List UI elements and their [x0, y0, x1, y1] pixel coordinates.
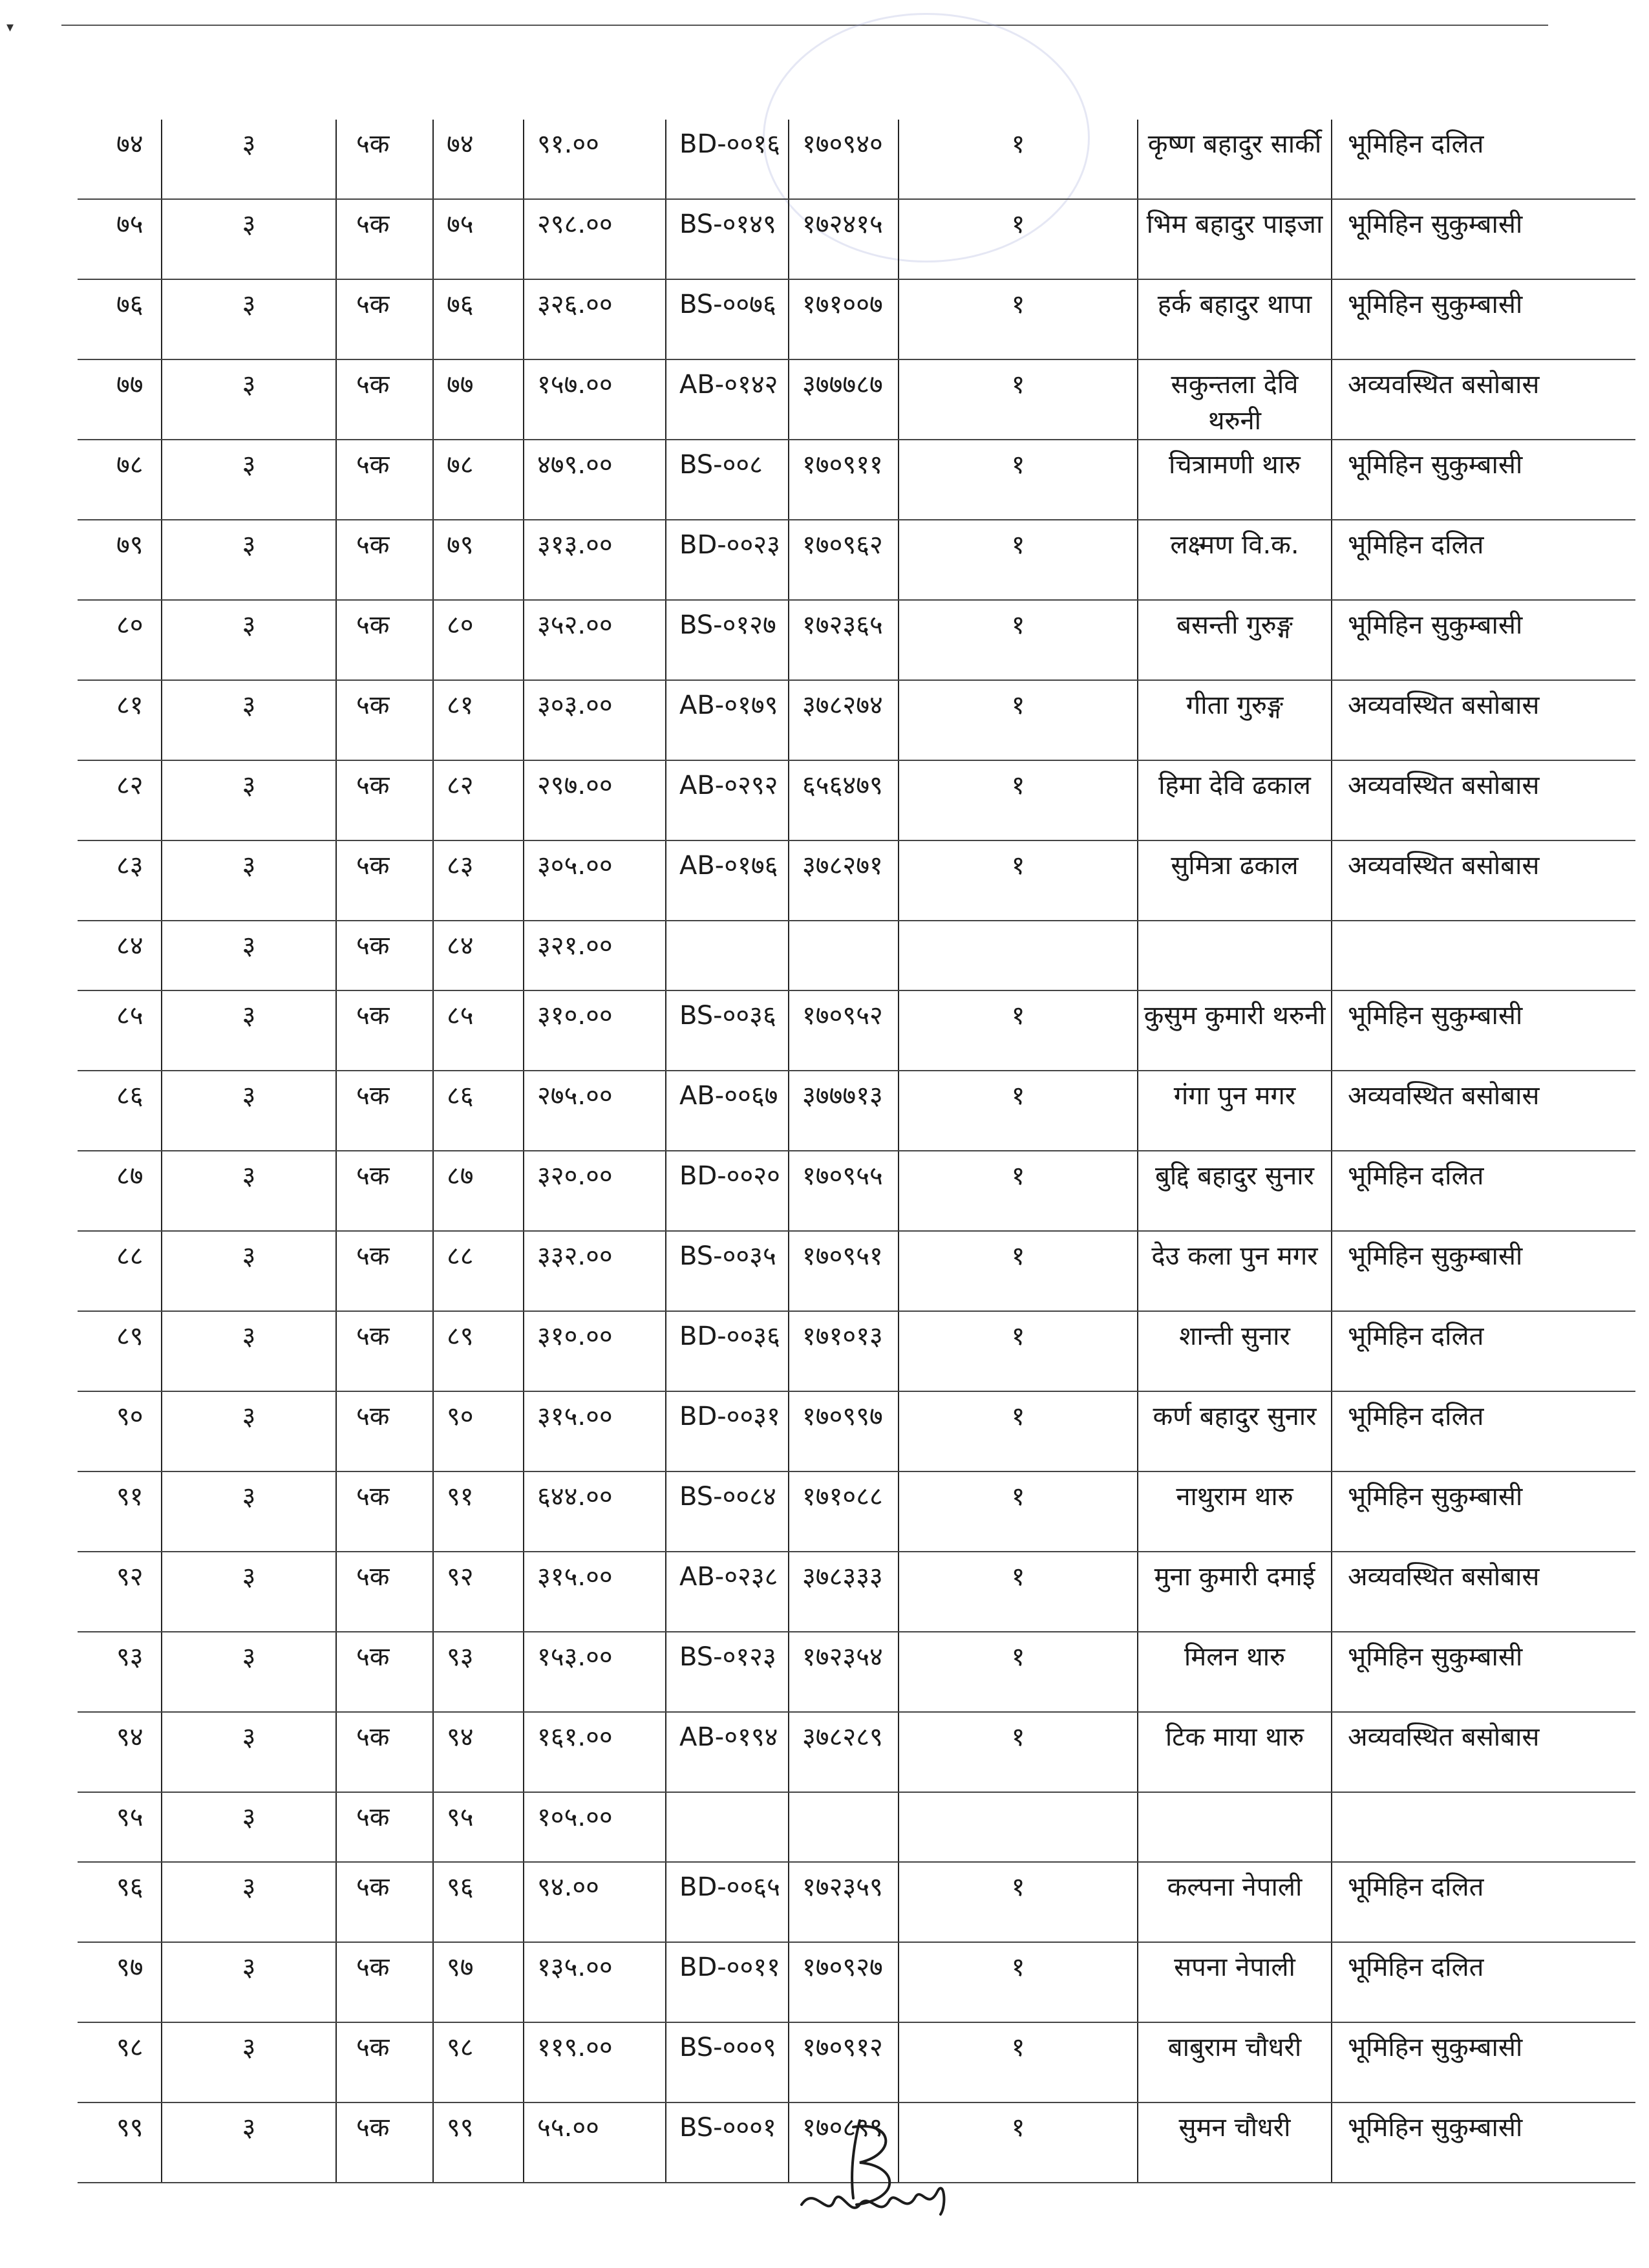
ward-number-cell: ३	[162, 440, 336, 520]
beneficiary-name-cell	[1138, 1792, 1332, 1862]
area-cell: १६१.००	[524, 1712, 666, 1792]
count-cell: १	[899, 990, 1138, 1071]
ward-number-cell: ३	[162, 1712, 336, 1792]
beneficiary-name-cell: गीता गुरुङ्ग	[1138, 680, 1332, 760]
land-allocation-table	[78, 120, 1635, 2183]
serial-number-cell: ८२	[78, 760, 162, 840]
plot-number-cell: ९२	[433, 1552, 524, 1632]
plot-number-cell: ८५	[433, 990, 524, 1071]
area-cell: ३१०.००	[524, 990, 666, 1071]
beneficiary-code-cell: BD-००३१	[666, 1391, 789, 1471]
area-cell: १०५.००	[524, 1792, 666, 1862]
map-sheet-cell: ५क	[336, 1862, 433, 1942]
table-row	[78, 1712, 1635, 1792]
plot-number-cell: ७९	[433, 520, 524, 600]
map-sheet-cell: ५क	[336, 1391, 433, 1471]
beneficiary-code-cell: BS-०००१	[666, 2102, 789, 2183]
record-id-cell: १७०९५२	[789, 990, 899, 1071]
category-cell: भूमिहिन सुकुम्बासी	[1332, 1632, 1635, 1712]
table-body	[78, 120, 1635, 2183]
serial-number-cell: ९८	[78, 2022, 162, 2102]
area-cell: ५५.००	[524, 2102, 666, 2183]
table-row	[78, 1942, 1635, 2022]
category-cell: भूमिहिन दलित	[1332, 1391, 1635, 1471]
table-row	[78, 1632, 1635, 1712]
beneficiary-code-cell: AB-०१९४	[666, 1712, 789, 1792]
category-cell: भूमिहिन सुकुम्बासी	[1332, 1231, 1635, 1311]
plot-number-cell: ८२	[433, 760, 524, 840]
record-id-cell: ३७८२७१	[789, 840, 899, 921]
category-cell: भूमिहिन दलित	[1332, 520, 1635, 600]
area-cell: ३०५.००	[524, 840, 666, 921]
plot-number-cell: ८८	[433, 1231, 524, 1311]
area-cell: १५७.००	[524, 359, 666, 440]
beneficiary-name-cell: गंगा पुन मगर	[1138, 1071, 1332, 1151]
category-cell: भूमिहिन सुकुम्बासी	[1332, 600, 1635, 680]
count-cell: १	[899, 1942, 1138, 2022]
table-row	[78, 520, 1635, 600]
serial-number-cell: ९७	[78, 1942, 162, 2022]
beneficiary-code-cell: BS-००३६	[666, 990, 789, 1071]
plot-number-cell: ८१	[433, 680, 524, 760]
category-cell: भूमिहिन सुकुम्बासी	[1332, 440, 1635, 520]
table-row	[78, 921, 1635, 990]
record-id-cell: ३७८३३३	[789, 1552, 899, 1632]
count-cell: १	[899, 1311, 1138, 1391]
top-rule	[61, 25, 1548, 26]
ward-number-cell: ३	[162, 600, 336, 680]
beneficiary-name-cell: कर्ण बहादुर सुनार	[1138, 1391, 1332, 1471]
category-cell: भूमिहिन सुकुम्बासी	[1332, 279, 1635, 359]
record-id-cell: ३७७७८७	[789, 359, 899, 440]
category-cell: अव्यवस्थित बसोबास	[1332, 1712, 1635, 1792]
beneficiary-name-cell: बुद्दि बहादुर सुनार	[1138, 1151, 1332, 1231]
count-cell: १	[899, 520, 1138, 600]
map-sheet-cell: ५क	[336, 199, 433, 279]
count-cell: १	[899, 680, 1138, 760]
record-id-cell: १७०८९९	[789, 2102, 899, 2183]
count-cell: १	[899, 1391, 1138, 1471]
beneficiary-code-cell: BS-००८४	[666, 1471, 789, 1552]
map-sheet-cell: ५क	[336, 990, 433, 1071]
ward-number-cell: ३	[162, 840, 336, 921]
beneficiary-name-cell: मुना कुमारी दमाई	[1138, 1552, 1332, 1632]
beneficiary-code-cell: AB-००६७	[666, 1071, 789, 1151]
plot-number-cell: ९४	[433, 1712, 524, 1792]
beneficiary-code-cell	[666, 1792, 789, 1862]
ward-number-cell: ३	[162, 1792, 336, 1862]
count-cell: १	[899, 279, 1138, 359]
serial-number-cell: ९६	[78, 1862, 162, 1942]
record-id-cell	[789, 1792, 899, 1862]
count-cell: १	[899, 600, 1138, 680]
area-cell: ३०३.००	[524, 680, 666, 760]
table-row	[78, 840, 1635, 921]
record-id-cell: १७२३६५	[789, 600, 899, 680]
beneficiary-name-cell: भिम बहादुर पाइजा	[1138, 199, 1332, 279]
count-cell: १	[899, 199, 1138, 279]
ward-number-cell: ३	[162, 1071, 336, 1151]
count-cell: १	[899, 1552, 1138, 1632]
table-row	[78, 279, 1635, 359]
record-id-cell: १७२३५९	[789, 1862, 899, 1942]
beneficiary-name-cell: सुमन चौधरी	[1138, 2102, 1332, 2183]
record-id-cell: १७०९१२	[789, 2022, 899, 2102]
count-cell: १	[899, 840, 1138, 921]
beneficiary-name-cell: कुसुम कुमारी थरुनी	[1138, 990, 1332, 1071]
plot-number-cell: ९१	[433, 1471, 524, 1552]
category-cell: अव्यवस्थित बसोबास	[1332, 359, 1635, 440]
map-sheet-cell: ५क	[336, 1942, 433, 2022]
plot-number-cell: ९९	[433, 2102, 524, 2183]
map-sheet-cell: ५क	[336, 760, 433, 840]
category-cell: भूमिहिन सुकुम्बासी	[1332, 2022, 1635, 2102]
ward-number-cell: ३	[162, 1231, 336, 1311]
beneficiary-name-cell: हर्क बहादुर थापा	[1138, 279, 1332, 359]
map-sheet-cell: ५क	[336, 1071, 433, 1151]
ward-number-cell: ३	[162, 359, 336, 440]
beneficiary-name-cell: टिक माया थारु	[1138, 1712, 1332, 1792]
ward-number-cell: ३	[162, 2022, 336, 2102]
table-row	[78, 359, 1635, 440]
beneficiary-code-cell: BD-००१६	[666, 120, 789, 199]
map-sheet-cell: ५क	[336, 1712, 433, 1792]
beneficiary-code-cell: BD-००२३	[666, 520, 789, 600]
beneficiary-code-cell: BS-०००९	[666, 2022, 789, 2102]
beneficiary-name-cell: मिलन थारु	[1138, 1632, 1332, 1712]
beneficiary-name-cell: देउ कला पुन मगर	[1138, 1231, 1332, 1311]
ward-number-cell: ३	[162, 990, 336, 1071]
serial-number-cell: ७७	[78, 359, 162, 440]
beneficiary-code-cell: BD-००६५	[666, 1862, 789, 1942]
area-cell: २९७.००	[524, 760, 666, 840]
serial-number-cell: ९४	[78, 1712, 162, 1792]
beneficiary-name-cell: शान्ती सुनार	[1138, 1311, 1332, 1391]
ward-number-cell: ३	[162, 120, 336, 199]
beneficiary-name-cell: कल्पना नेपाली	[1138, 1862, 1332, 1942]
map-sheet-cell: ५क	[336, 2022, 433, 2102]
table-row	[78, 1071, 1635, 1151]
area-cell: १५३.००	[524, 1632, 666, 1712]
plot-number-cell: ९३	[433, 1632, 524, 1712]
table-row	[78, 760, 1635, 840]
count-cell: १	[899, 1231, 1138, 1311]
plot-number-cell: ८७	[433, 1151, 524, 1231]
map-sheet-cell: ५क	[336, 680, 433, 760]
serial-number-cell: ८४	[78, 921, 162, 990]
beneficiary-code-cell: AB-०१७६	[666, 840, 789, 921]
table-row	[78, 1862, 1635, 1942]
ward-number-cell: ३	[162, 1471, 336, 1552]
beneficiary-code-cell: AB-०२९२	[666, 760, 789, 840]
category-cell: अव्यवस्थित बसोबास	[1332, 680, 1635, 760]
ward-number-cell: ३	[162, 279, 336, 359]
table-row	[78, 1792, 1635, 1862]
count-cell: १	[899, 120, 1138, 199]
serial-number-cell: ९५	[78, 1792, 162, 1862]
record-id-cell	[789, 921, 899, 990]
area-cell: २७५.००	[524, 1071, 666, 1151]
map-sheet-cell: ५क	[336, 520, 433, 600]
map-sheet-cell: ५क	[336, 2102, 433, 2183]
category-cell: भूमिहिन दलित	[1332, 1311, 1635, 1391]
count-cell	[899, 1792, 1138, 1862]
category-cell: भूमिहिन दलित	[1332, 1942, 1635, 2022]
serial-number-cell: ९०	[78, 1391, 162, 1471]
area-cell: ३२६.००	[524, 279, 666, 359]
table-row	[78, 1151, 1635, 1231]
ward-number-cell: ३	[162, 1151, 336, 1231]
category-cell	[1332, 921, 1635, 990]
area-cell: ९४.००	[524, 1862, 666, 1942]
ward-number-cell: ३	[162, 1942, 336, 2022]
beneficiary-code-cell: BS-००७६	[666, 279, 789, 359]
category-cell: भूमिहिन दलित	[1332, 1862, 1635, 1942]
table-row	[78, 120, 1635, 199]
beneficiary-code-cell: BD-००३६	[666, 1311, 789, 1391]
beneficiary-code-cell: BS-०१२३	[666, 1632, 789, 1712]
category-cell: अव्यवस्थित बसोबास	[1332, 760, 1635, 840]
beneficiary-code-cell: BS-००३५	[666, 1231, 789, 1311]
category-cell: भूमिहिन सुकुम्बासी	[1332, 199, 1635, 279]
serial-number-cell: ८९	[78, 1311, 162, 1391]
serial-number-cell: ७९	[78, 520, 162, 600]
plot-number-cell: ७८	[433, 440, 524, 520]
serial-number-cell: ९२	[78, 1552, 162, 1632]
record-id-cell: १७०९५५	[789, 1151, 899, 1231]
serial-number-cell: ८५	[78, 990, 162, 1071]
plot-number-cell: ७६	[433, 279, 524, 359]
beneficiary-name-cell: हिमा देवि ढकाल	[1138, 760, 1332, 840]
map-sheet-cell: ५क	[336, 600, 433, 680]
ward-number-cell: ३	[162, 199, 336, 279]
signature	[789, 2108, 957, 2231]
area-cell: ३२१.००	[524, 921, 666, 990]
record-id-cell: १७०९९७	[789, 1391, 899, 1471]
category-cell: अव्यवस्थित बसोबास	[1332, 1552, 1635, 1632]
record-id-cell: १७०९५१	[789, 1231, 899, 1311]
count-cell: १	[899, 1632, 1138, 1712]
area-cell: १३५.००	[524, 1942, 666, 2022]
record-id-cell: १७०९६२	[789, 520, 899, 600]
table-row	[78, 1471, 1635, 1552]
area-cell: ९१.००	[524, 120, 666, 199]
count-cell: १	[899, 359, 1138, 440]
ward-number-cell: ३	[162, 1632, 336, 1712]
record-id-cell: १७०९४०	[789, 120, 899, 199]
area-cell: ३१३.००	[524, 520, 666, 600]
record-id-cell: १७१०८८	[789, 1471, 899, 1552]
table-row	[78, 600, 1635, 680]
map-sheet-cell: ५क	[336, 1552, 433, 1632]
category-cell: अव्यवस्थित बसोबास	[1332, 1071, 1635, 1151]
area-cell: ३१०.००	[524, 1311, 666, 1391]
serial-number-cell: ८०	[78, 600, 162, 680]
beneficiary-code-cell: BS-०१२७	[666, 600, 789, 680]
map-sheet-cell: ५क	[336, 1471, 433, 1552]
category-cell: भूमिहिन दलित	[1332, 1151, 1635, 1231]
beneficiary-name-cell: कृष्ण बहादुर सार्की	[1138, 120, 1332, 199]
record-id-cell: १७२३५४	[789, 1632, 899, 1712]
beneficiary-code-cell: AB-०१४२	[666, 359, 789, 440]
count-cell: १	[899, 440, 1138, 520]
record-id-cell: ६५६४७९	[789, 760, 899, 840]
count-cell	[899, 921, 1138, 990]
plot-number-cell: ९०	[433, 1391, 524, 1471]
serial-number-cell: ८३	[78, 840, 162, 921]
serial-number-cell: ८१	[78, 680, 162, 760]
plot-number-cell: ८०	[433, 600, 524, 680]
serial-number-cell: ९९	[78, 2102, 162, 2183]
record-id-cell: १७२४१५	[789, 199, 899, 279]
table-row	[78, 1311, 1635, 1391]
count-cell: १	[899, 2022, 1138, 2102]
map-sheet-cell: ५क	[336, 1632, 433, 1712]
map-sheet-cell: ५क	[336, 279, 433, 359]
category-cell	[1332, 1792, 1635, 1862]
count-cell: १	[899, 1712, 1138, 1792]
beneficiary-name-cell: सकुन्तला देवि थरुनी	[1138, 359, 1332, 440]
area-cell: ३५२.००	[524, 600, 666, 680]
area-cell: ३१५.००	[524, 1391, 666, 1471]
serial-number-cell: ९३	[78, 1632, 162, 1712]
map-sheet-cell: ५क	[336, 921, 433, 990]
table-row	[78, 680, 1635, 760]
table-row	[78, 1391, 1635, 1471]
beneficiary-code-cell: AB-०१७९	[666, 680, 789, 760]
record-id-cell: १७०९२७	[789, 1942, 899, 2022]
plot-number-cell: ८६	[433, 1071, 524, 1151]
beneficiary-name-cell: सुमित्रा ढकाल	[1138, 840, 1332, 921]
beneficiary-code-cell: BD-००२०	[666, 1151, 789, 1231]
table-row	[78, 990, 1635, 1071]
ward-number-cell: ३	[162, 760, 336, 840]
map-sheet-cell: ५क	[336, 1311, 433, 1391]
beneficiary-code-cell: BS-००८	[666, 440, 789, 520]
plot-number-cell: ८३	[433, 840, 524, 921]
serial-number-cell: ७८	[78, 440, 162, 520]
plot-number-cell: ९५	[433, 1792, 524, 1862]
count-cell: १	[899, 1151, 1138, 1231]
plot-number-cell: ७४	[433, 120, 524, 199]
beneficiary-code-cell: BD-००११	[666, 1942, 789, 2022]
beneficiary-name-cell: लक्ष्मण वि.क.	[1138, 520, 1332, 600]
beneficiary-name-cell: बसन्ती गुरुङ्ग	[1138, 600, 1332, 680]
plot-number-cell: ८४	[433, 921, 524, 990]
ward-number-cell: ३	[162, 1391, 336, 1471]
beneficiary-name-cell: चित्रामणी थारु	[1138, 440, 1332, 520]
plot-number-cell: ९८	[433, 2022, 524, 2102]
record-id-cell: ३७७७१३	[789, 1071, 899, 1151]
serial-number-cell: ८८	[78, 1231, 162, 1311]
beneficiary-code-cell: AB-०२३८	[666, 1552, 789, 1632]
plot-number-cell: ९६	[433, 1862, 524, 1942]
map-sheet-cell: ५क	[336, 840, 433, 921]
table-row	[78, 440, 1635, 520]
table-row	[78, 199, 1635, 279]
serial-number-cell: ७५	[78, 199, 162, 279]
map-sheet-cell: ५क	[336, 1151, 433, 1231]
map-sheet-cell: ५क	[336, 440, 433, 520]
record-id-cell: ३७८२७४	[789, 680, 899, 760]
plot-number-cell: ८९	[433, 1311, 524, 1391]
table-row	[78, 2022, 1635, 2102]
category-cell: अव्यवस्थित बसोबास	[1332, 840, 1635, 921]
serial-number-cell: ९१	[78, 1471, 162, 1552]
serial-number-cell: ७४	[78, 120, 162, 199]
table-row	[78, 1231, 1635, 1311]
map-sheet-cell: ५क	[336, 1231, 433, 1311]
plot-number-cell: ९७	[433, 1942, 524, 2022]
serial-number-cell: ८६	[78, 1071, 162, 1151]
record-id-cell: १७०९११	[789, 440, 899, 520]
serial-number-cell: ८७	[78, 1151, 162, 1231]
plot-number-cell: ७७	[433, 359, 524, 440]
ward-number-cell: ३	[162, 1311, 336, 1391]
area-cell: ६४४.००	[524, 1471, 666, 1552]
corner-mark: ▾	[6, 19, 14, 36]
record-id-cell: १७१०१३	[789, 1311, 899, 1391]
area-cell: ४७९.००	[524, 440, 666, 520]
map-sheet-cell: ५क	[336, 120, 433, 199]
category-cell: भूमिहिन सुकुम्बासी	[1332, 2102, 1635, 2183]
map-sheet-cell: ५क	[336, 359, 433, 440]
ward-number-cell: ३	[162, 921, 336, 990]
table-row	[78, 1552, 1635, 1632]
beneficiary-code-cell: BS-०१४९	[666, 199, 789, 279]
record-id-cell: ३७८२८९	[789, 1712, 899, 1792]
ward-number-cell: ३	[162, 1552, 336, 1632]
area-cell: ३३२.००	[524, 1231, 666, 1311]
record-id-cell: १७१००७	[789, 279, 899, 359]
ward-number-cell: ३	[162, 2102, 336, 2183]
area-cell: ३१५.००	[524, 1552, 666, 1632]
count-cell: १	[899, 1862, 1138, 1942]
map-sheet-cell: ५क	[336, 1792, 433, 1862]
area-cell: २९८.००	[524, 199, 666, 279]
area-cell: ३२०.००	[524, 1151, 666, 1231]
beneficiary-name-cell	[1138, 921, 1332, 990]
category-cell: भूमिहिन सुकुम्बासी	[1332, 990, 1635, 1071]
beneficiary-code-cell	[666, 921, 789, 990]
category-cell: भूमिहिन दलित	[1332, 120, 1635, 199]
count-cell: १	[899, 1471, 1138, 1552]
plot-number-cell: ७५	[433, 199, 524, 279]
count-cell: १	[899, 2102, 1138, 2183]
area-cell: ११९.००	[524, 2022, 666, 2102]
count-cell: १	[899, 760, 1138, 840]
beneficiary-name-cell: बाबुराम चौधरी	[1138, 2022, 1332, 2102]
serial-number-cell: ७६	[78, 279, 162, 359]
beneficiary-name-cell: सपना नेपाली	[1138, 1942, 1332, 2022]
ward-number-cell: ३	[162, 680, 336, 760]
ward-number-cell: ३	[162, 1862, 336, 1942]
category-cell: भूमिहिन सुकुम्बासी	[1332, 1471, 1635, 1552]
beneficiary-name-cell: नाथुराम थारु	[1138, 1471, 1332, 1552]
ward-number-cell: ३	[162, 520, 336, 600]
count-cell: १	[899, 1071, 1138, 1151]
